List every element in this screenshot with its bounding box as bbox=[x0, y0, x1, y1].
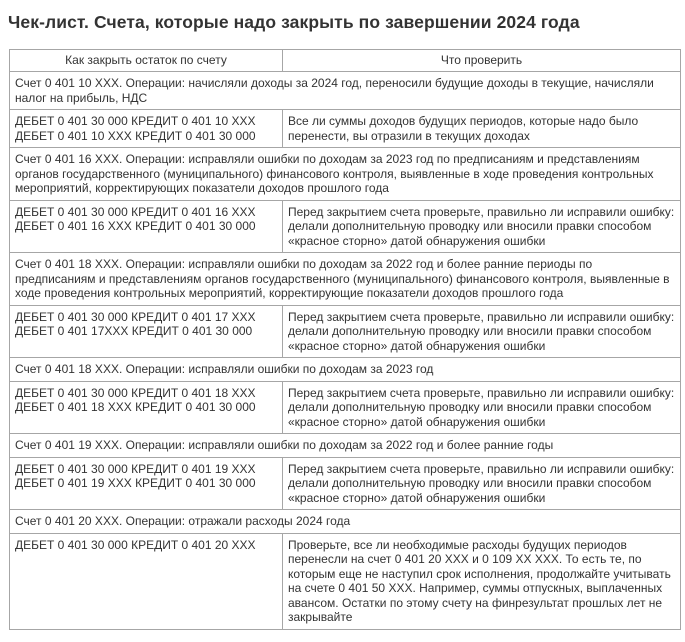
checklist-table-container bbox=[9, 49, 680, 630]
account-section-row bbox=[10, 72, 681, 110]
check-note: Все ли суммы доходов будущих периодов, которые надо было перенести, вы отразили в текущих доходах bbox=[283, 110, 681, 148]
accounting-entry: ДЕБЕТ 0 401 10 ХХХ КРЕДИТ 0 401 30 000 bbox=[15, 128, 256, 143]
accounting-entry: ДЕБЕТ 0 401 30 000 КРЕДИТ 0 401 18 ХХХ bbox=[15, 385, 256, 400]
accounting-entry: ДЕБЕТ 0 401 30 000 КРЕДИТ 0 401 10 ХХХ bbox=[15, 114, 256, 128]
check-note: Перед закрытием счета проверьте, правильно ли исправили ошибку: делали дополнительную проводку или вносили правки способом «красное сторно» датой обнаружения ошибки bbox=[283, 200, 681, 253]
check-note: Перед закрытием счета проверьте, правильно ли исправили ошибку: делали дополнительную проводку или вносили правки способом «красное сторно» датой обнаружения ошибки bbox=[283, 305, 681, 358]
checklist-table bbox=[9, 49, 681, 630]
header-how-to-close: Как закрыть остаток по счету bbox=[10, 50, 283, 72]
table-row bbox=[10, 305, 681, 358]
page-title: Чек-лист. Счета, которые надо закрыть по завершении 2024 года bbox=[8, 12, 580, 32]
table-row bbox=[10, 110, 681, 148]
table-row bbox=[10, 533, 681, 629]
accounting-entry: ДЕБЕТ 0 401 17ХХХ КРЕДИТ 0 401 30 000 bbox=[15, 324, 253, 338]
account-description: Счет 0 401 18 ХХХ. Операции: исправляли ошибки по доходам за 2023 год bbox=[10, 358, 681, 382]
accounting-entry: ДЕБЕТ 0 401 19 ХХХ КРЕДИТ 0 401 30 000 bbox=[15, 476, 256, 490]
accounting-entry: ДЕБЕТ 0 401 30 000 КРЕДИТ 0 401 19 ХХХ bbox=[15, 461, 256, 476]
account-description: Счет 0 401 20 ХХХ. Операции: отражали расходы 2024 года bbox=[10, 510, 681, 534]
account-section-row bbox=[10, 510, 681, 534]
account-description: Счет 0 401 10 ХХХ. Операции: начисляли доходы за 2024 год, переносили будущие доходы в текущие, начисляли налог на прибыль, НДС bbox=[10, 72, 681, 110]
accounting-entry: ДЕБЕТ 0 401 18 ХХХ КРЕДИТ 0 401 30 000 bbox=[15, 400, 256, 414]
table-header-row bbox=[10, 50, 681, 72]
accounting-entries-cell bbox=[10, 533, 283, 629]
accounting-entry: ДЕБЕТ 0 401 30 000 КРЕДИТ 0 401 16 ХХХ bbox=[15, 204, 256, 219]
table-row bbox=[10, 457, 681, 510]
account-description: Счет 0 401 19 ХХХ. Операции: исправляли ошибки по доходам за 2022 год и более ранние годы bbox=[10, 434, 681, 458]
accounting-entries-cell bbox=[10, 110, 283, 148]
accounting-entries-cell bbox=[10, 381, 283, 434]
account-section-row bbox=[10, 253, 681, 306]
check-note: Перед закрытием счета проверьте, правильно ли исправили ошибку: делали дополнительную проводку или вносили правки способом «красное сторно» датой обнаружения ошибки bbox=[283, 381, 681, 434]
accounting-entry: ДЕБЕТ 0 401 16 ХХХ КРЕДИТ 0 401 30 000 bbox=[15, 219, 256, 233]
accounting-entries-cell bbox=[10, 200, 283, 253]
accounting-entries-cell bbox=[10, 457, 283, 510]
account-section-row bbox=[10, 148, 681, 201]
accounting-entry: ДЕБЕТ 0 401 30 000 КРЕДИТ 0 401 17 ХХХ bbox=[15, 309, 256, 324]
table-body bbox=[10, 72, 681, 630]
account-description: Счет 0 401 18 ХХХ. Операции: исправляли ошибки по доходам за 2022 год и более ранние периоды по предписаниям и представлениям органов государственного (муниципального) финансового контроля, выявленные в ходе проведения контрольных мероприятий, корректирующие показатели доходов прошлого года bbox=[10, 253, 681, 306]
table-row bbox=[10, 381, 681, 434]
check-note: Проверьте, все ли необходимые расходы будущих периодов перенесли на счет 0 401 20 ХХХ и 0 109 ХХ ХХХ. То есть те, по которым еще не наступил срок исполнения, продолжайте учитывать на счете 0 401 50 ХХХ. Например, суммы отпускных, выплаченных авансом. Остатки по этому счету на финрезультат прошлых лет не закрывайте bbox=[283, 533, 681, 629]
account-section-row bbox=[10, 434, 681, 458]
header-what-to-check: Что проверить bbox=[283, 50, 681, 72]
table-row bbox=[10, 200, 681, 253]
accounting-entries-cell bbox=[10, 305, 283, 358]
accounting-entry: ДЕБЕТ 0 401 30 000 КРЕДИТ 0 401 20 ХХХ bbox=[15, 537, 256, 552]
check-note: Перед закрытием счета проверьте, правильно ли исправили ошибку: делали дополнительную проводку или вносили правки способом «красное сторно» датой обнаружения ошибки bbox=[283, 457, 681, 510]
account-description: Счет 0 401 16 ХХХ. Операции: исправляли ошибки по доходам за 2023 год по предписаниям и представлениям органов государственного (муниципального) финансового контроля, выявленные в ходе проведения контрольных мероприятий, корректирующих показатели доходов прошлого года bbox=[10, 148, 681, 201]
account-section-row bbox=[10, 358, 681, 382]
